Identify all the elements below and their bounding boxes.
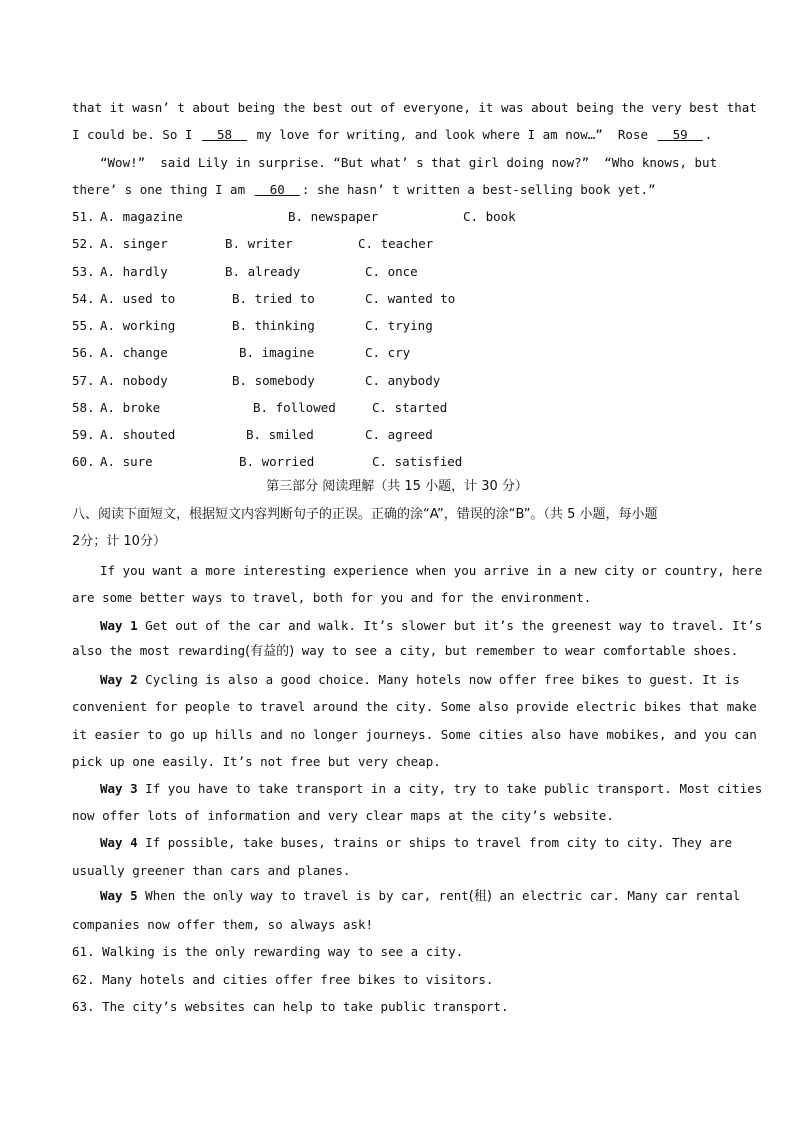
section-instructions: 2分；计 10分） — [72, 534, 166, 549]
option-a: A. singer — [100, 236, 168, 251]
passage-line: Way 4 If possible, take buses, trains or ships to travel from city to city. They are — [100, 835, 733, 850]
option-b: B. writer — [225, 236, 293, 251]
passage-line: Way 5 When the only way to travel is by car, rent(租) an electric car. Many car rental — [100, 888, 741, 904]
section-instructions: 八、阅读下面短文，根据短文内容判断句子的正误。正确的涂“A”，错误的涂“B”。（共 5 小题，每小题 — [72, 507, 658, 522]
option-number: 51. — [72, 209, 95, 224]
text: . — [704, 127, 713, 142]
section-title: 第三部分 阅读理解（共 15 小题，计 30 分） — [266, 479, 528, 494]
option-a: A. broke — [100, 400, 161, 415]
passage-line: Way 3 If you have to take transport in a city, try to take public transport. Most cities — [100, 781, 763, 796]
option-number: 53. — [72, 264, 95, 279]
option-b: B. tried to — [232, 291, 315, 306]
passage-line: companies now offer them, so always ask! — [72, 917, 374, 932]
text: there’ s one thing I am — [72, 182, 253, 197]
option-c: C. book — [463, 209, 516, 224]
passage-line: If you want a more interesting experience when you arrive in a new city or country, here — [100, 563, 763, 578]
option-a: A. working — [100, 318, 176, 333]
option-c: C. trying — [365, 318, 433, 333]
way-label: Way 2 — [100, 672, 138, 687]
option-number: 60. — [72, 454, 95, 469]
option-a: A. nobody — [100, 373, 168, 388]
passage-line: also the most rewarding(有益的) way to see a city, but remember to wear comfortable shoes. — [72, 643, 739, 659]
option-c: C. once — [365, 264, 418, 279]
option-c: C. started — [372, 400, 448, 415]
way-label: Way 5 — [100, 888, 138, 903]
option-a: A. used to — [100, 291, 176, 306]
passage-line: now offer lots of information and very clear maps at the city’s website. — [72, 808, 614, 823]
text: my love for writing, and look where I am now…” Rose — [249, 127, 656, 142]
option-a: A. shouted — [100, 427, 176, 442]
option-b: B. smiled — [246, 427, 314, 442]
option-number: 52. — [72, 236, 95, 251]
option-number: 55. — [72, 318, 95, 333]
passage-line: usually greener than cars and planes. — [72, 863, 351, 878]
passage-line: Way 2 Cycling is also a good choice. Many hotels now offer free bikes to guest. It is — [100, 672, 740, 687]
passage-line: “Wow!” said Lily in surprise. “But what’ s that girl doing now?” “Who knows, but — [100, 155, 718, 170]
question-62: 62. Many hotels and cities offer free bikes to visitors. — [72, 972, 494, 987]
text: : she hasn’ t written a best-selling book yet.” — [301, 182, 656, 197]
option-c: C. teacher — [358, 236, 434, 251]
option-b: B. somebody — [232, 373, 315, 388]
option-number: 57. — [72, 373, 95, 388]
option-b: B. thinking — [232, 318, 315, 333]
option-b: B. imagine — [239, 345, 315, 360]
passage-line: are some better ways to travel, both for you and for the environment. — [72, 590, 592, 605]
option-c: C. anybody — [365, 373, 441, 388]
blank-58: 58 — [217, 127, 233, 142]
text: I could be. So I — [72, 127, 200, 142]
way-label: Way 1 — [100, 618, 138, 633]
passage-line: pick up one easily. It’s not free but very cheap. — [72, 754, 441, 769]
blank-60: 60 — [269, 182, 285, 197]
option-c: C. satisfied — [372, 454, 463, 469]
passage-line: it easier to go up hills and no longer journeys. Some cities also have mobikes, and you can — [72, 727, 757, 742]
option-a: A. sure — [100, 454, 153, 469]
blank-59: 59 — [672, 127, 688, 142]
option-a: A. magazine — [100, 209, 183, 224]
question-61: 61. Walking is the only rewarding way to see a city. — [72, 944, 464, 959]
option-number: 54. — [72, 291, 95, 306]
passage-line: that it wasn’ t about being the best out of everyone, it was about being the very best that — [72, 100, 757, 115]
way-label: Way 4 — [100, 835, 138, 850]
passage-line — [72, 176, 656, 203]
option-c: C. agreed — [365, 427, 433, 442]
option-b: B. already — [225, 264, 301, 279]
passage-line — [72, 121, 712, 148]
way-label: Way 3 — [100, 781, 138, 796]
option-b: B. newspaper — [288, 209, 379, 224]
option-b: B. followed — [253, 400, 336, 415]
option-a: A. change — [100, 345, 168, 360]
passage-line: Way 1 Get out of the car and walk. It’s slower but it’s the greenest way to travel. It’s — [100, 618, 763, 633]
option-number: 59. — [72, 427, 95, 442]
option-b: B. worried — [239, 454, 315, 469]
option-c: C. wanted to — [365, 291, 456, 306]
option-a: A. hardly — [100, 264, 168, 279]
question-63: 63. The city’s websites can help to take public transport. — [72, 999, 509, 1014]
option-c: C. cry — [365, 345, 411, 360]
passage-line: convenient for people to travel around the city. Some also provide electric bikes that make — [72, 699, 757, 714]
option-number: 58. — [72, 400, 95, 415]
option-number: 56. — [72, 345, 95, 360]
